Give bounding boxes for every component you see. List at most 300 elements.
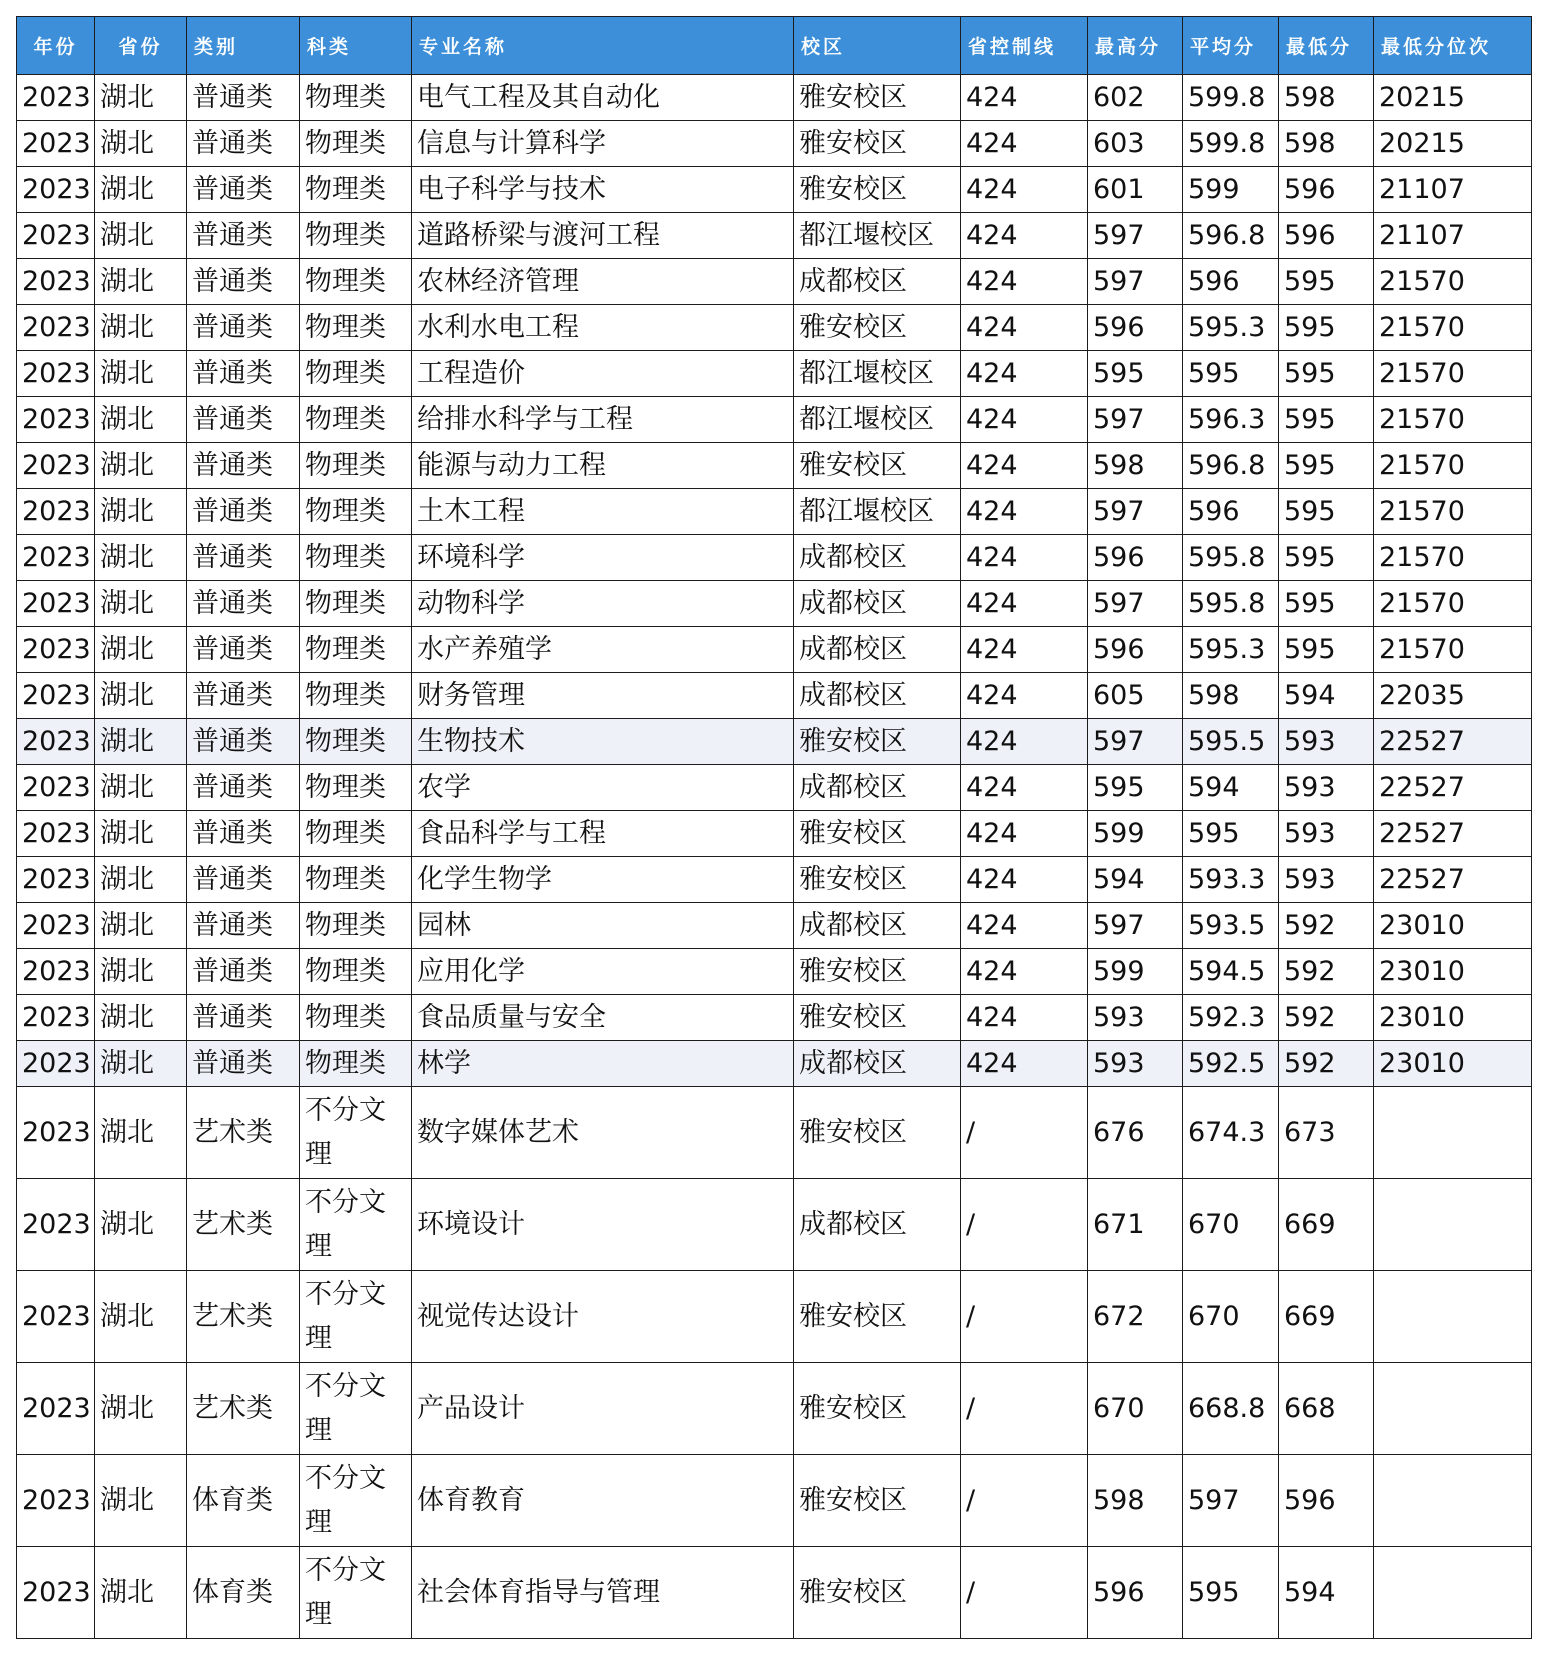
cell-year: 2023 xyxy=(17,397,95,443)
cell-avg-score: 670 xyxy=(1183,1271,1279,1363)
table-row xyxy=(17,903,1532,949)
cell-avg-score: 595.8 xyxy=(1183,581,1279,627)
cell-min-score: 595 xyxy=(1279,443,1374,489)
cell-year: 2023 xyxy=(17,811,95,857)
cell-category: 普通类 xyxy=(187,489,300,535)
cell-year: 2023 xyxy=(17,1363,95,1455)
cell-max-score: 671 xyxy=(1088,1179,1183,1271)
cell-category: 普通类 xyxy=(187,811,300,857)
cell-avg-score: 596.8 xyxy=(1183,443,1279,489)
cell-max-score: 599 xyxy=(1088,949,1183,995)
cell-year: 2023 xyxy=(17,351,95,397)
cell-min-score: 593 xyxy=(1279,811,1374,857)
cell-min-score: 595 xyxy=(1279,627,1374,673)
column-header-max-score: 最高分 xyxy=(1088,17,1183,75)
cell-min-rank xyxy=(1374,1363,1532,1455)
cell-major: 应用化学 xyxy=(412,949,794,995)
cell-avg-score: 596 xyxy=(1183,489,1279,535)
cell-campus: 雅安校区 xyxy=(794,121,961,167)
table-row xyxy=(17,857,1532,903)
cell-subject: 物理类 xyxy=(300,719,412,765)
cell-province: 湖北 xyxy=(95,305,187,351)
cell-campus: 成都校区 xyxy=(794,581,961,627)
cell-year: 2023 xyxy=(17,213,95,259)
cell-subject: 物理类 xyxy=(300,1041,412,1087)
cell-avg-score: 594.5 xyxy=(1183,949,1279,995)
table-row xyxy=(17,213,1532,259)
table-row xyxy=(17,765,1532,811)
cell-min-score: 592 xyxy=(1279,949,1374,995)
table-row xyxy=(17,1179,1532,1271)
cell-min-score: 592 xyxy=(1279,903,1374,949)
cell-min-score: 596 xyxy=(1279,213,1374,259)
cell-control-line: 424 xyxy=(961,673,1088,719)
cell-avg-score: 674.3 xyxy=(1183,1087,1279,1179)
cell-campus: 成都校区 xyxy=(794,673,961,719)
cell-year: 2023 xyxy=(17,1087,95,1179)
cell-min-score: 596 xyxy=(1279,167,1374,213)
cell-category: 普通类 xyxy=(187,121,300,167)
cell-campus: 雅安校区 xyxy=(794,443,961,489)
cell-avg-score: 595 xyxy=(1183,351,1279,397)
cell-campus: 雅安校区 xyxy=(794,1363,961,1455)
cell-avg-score: 592.5 xyxy=(1183,1041,1279,1087)
cell-control-line: 424 xyxy=(961,489,1088,535)
cell-subject: 物理类 xyxy=(300,489,412,535)
cell-min-score: 595 xyxy=(1279,397,1374,443)
cell-campus: 雅安校区 xyxy=(794,305,961,351)
cell-min-rank: 23010 xyxy=(1374,995,1532,1041)
cell-campus: 雅安校区 xyxy=(794,1271,961,1363)
cell-category: 普通类 xyxy=(187,765,300,811)
cell-avg-score: 595.3 xyxy=(1183,305,1279,351)
table-row xyxy=(17,1363,1532,1455)
header-row xyxy=(17,17,1532,75)
cell-province: 湖北 xyxy=(95,1179,187,1271)
cell-avg-score: 596 xyxy=(1183,259,1279,305)
cell-avg-score: 668.8 xyxy=(1183,1363,1279,1455)
cell-max-score: 596 xyxy=(1088,627,1183,673)
cell-year: 2023 xyxy=(17,719,95,765)
cell-max-score: 605 xyxy=(1088,673,1183,719)
table-row xyxy=(17,489,1532,535)
cell-major: 社会体育指导与管理 xyxy=(412,1547,794,1639)
cell-year: 2023 xyxy=(17,535,95,581)
cell-category: 艺术类 xyxy=(187,1363,300,1455)
cell-min-rank xyxy=(1374,1179,1532,1271)
cell-subject: 不分文理 xyxy=(300,1455,412,1547)
cell-subject: 不分文理 xyxy=(300,1087,412,1179)
cell-subject: 物理类 xyxy=(300,995,412,1041)
cell-max-score: 670 xyxy=(1088,1363,1183,1455)
table-row xyxy=(17,719,1532,765)
column-header-min-score: 最低分 xyxy=(1279,17,1374,75)
cell-avg-score: 593.5 xyxy=(1183,903,1279,949)
cell-max-score: 597 xyxy=(1088,489,1183,535)
cell-max-score: 596 xyxy=(1088,1547,1183,1639)
cell-major: 水利水电工程 xyxy=(412,305,794,351)
cell-campus: 雅安校区 xyxy=(794,811,961,857)
cell-control-line: 424 xyxy=(961,765,1088,811)
cell-min-score: 668 xyxy=(1279,1363,1374,1455)
table-body xyxy=(17,75,1532,1639)
cell-province: 湖北 xyxy=(95,167,187,213)
cell-max-score: 596 xyxy=(1088,535,1183,581)
cell-subject: 物理类 xyxy=(300,535,412,581)
cell-campus: 雅安校区 xyxy=(794,857,961,903)
cell-category: 普通类 xyxy=(187,75,300,121)
cell-min-rank: 21107 xyxy=(1374,213,1532,259)
cell-control-line: 424 xyxy=(961,857,1088,903)
cell-subject: 物理类 xyxy=(300,213,412,259)
cell-category: 普通类 xyxy=(187,995,300,1041)
cell-avg-score: 599.8 xyxy=(1183,75,1279,121)
cell-min-rank: 22527 xyxy=(1374,857,1532,903)
cell-category: 普通类 xyxy=(187,305,300,351)
cell-control-line: / xyxy=(961,1087,1088,1179)
cell-avg-score: 592.3 xyxy=(1183,995,1279,1041)
table-row xyxy=(17,627,1532,673)
cell-province: 湖北 xyxy=(95,535,187,581)
cell-province: 湖北 xyxy=(95,857,187,903)
cell-category: 普通类 xyxy=(187,213,300,259)
cell-subject: 不分文理 xyxy=(300,1547,412,1639)
cell-province: 湖北 xyxy=(95,673,187,719)
cell-category: 普通类 xyxy=(187,857,300,903)
cell-control-line: 424 xyxy=(961,995,1088,1041)
cell-province: 湖北 xyxy=(95,627,187,673)
cell-major: 给排水科学与工程 xyxy=(412,397,794,443)
cell-year: 2023 xyxy=(17,489,95,535)
cell-min-score: 673 xyxy=(1279,1087,1374,1179)
cell-province: 湖北 xyxy=(95,397,187,443)
cell-major: 视觉传达设计 xyxy=(412,1271,794,1363)
cell-control-line: 424 xyxy=(961,75,1088,121)
cell-min-rank: 22527 xyxy=(1374,765,1532,811)
cell-campus: 成都校区 xyxy=(794,1041,961,1087)
cell-min-rank: 23010 xyxy=(1374,903,1532,949)
cell-min-rank: 21570 xyxy=(1374,627,1532,673)
cell-min-rank: 21570 xyxy=(1374,581,1532,627)
table-row xyxy=(17,995,1532,1041)
cell-subject: 物理类 xyxy=(300,75,412,121)
cell-year: 2023 xyxy=(17,627,95,673)
cell-subject: 物理类 xyxy=(300,857,412,903)
cell-min-rank: 22527 xyxy=(1374,811,1532,857)
cell-year: 2023 xyxy=(17,167,95,213)
cell-subject: 不分文理 xyxy=(300,1179,412,1271)
cell-major: 工程造价 xyxy=(412,351,794,397)
cell-major: 环境设计 xyxy=(412,1179,794,1271)
cell-avg-score: 595.5 xyxy=(1183,719,1279,765)
cell-min-rank: 21570 xyxy=(1374,351,1532,397)
cell-category: 普通类 xyxy=(187,627,300,673)
cell-major: 园林 xyxy=(412,903,794,949)
cell-major: 能源与动力工程 xyxy=(412,443,794,489)
cell-subject: 物理类 xyxy=(300,673,412,719)
cell-year: 2023 xyxy=(17,903,95,949)
cell-category: 普通类 xyxy=(187,719,300,765)
cell-major: 生物技术 xyxy=(412,719,794,765)
cell-year: 2023 xyxy=(17,765,95,811)
cell-min-rank: 21570 xyxy=(1374,259,1532,305)
cell-campus: 雅安校区 xyxy=(794,1455,961,1547)
cell-min-rank xyxy=(1374,1547,1532,1639)
cell-max-score: 597 xyxy=(1088,213,1183,259)
table-row xyxy=(17,535,1532,581)
cell-max-score: 598 xyxy=(1088,443,1183,489)
cell-province: 湖北 xyxy=(95,1271,187,1363)
cell-avg-score: 596.3 xyxy=(1183,397,1279,443)
cell-min-rank xyxy=(1374,1455,1532,1547)
cell-province: 湖北 xyxy=(95,1455,187,1547)
cell-major: 食品质量与安全 xyxy=(412,995,794,1041)
cell-major: 动物科学 xyxy=(412,581,794,627)
cell-max-score: 672 xyxy=(1088,1271,1183,1363)
cell-year: 2023 xyxy=(17,1041,95,1087)
cell-control-line: / xyxy=(961,1455,1088,1547)
cell-control-line: 424 xyxy=(961,351,1088,397)
cell-campus: 雅安校区 xyxy=(794,1087,961,1179)
cell-max-score: 597 xyxy=(1088,903,1183,949)
cell-control-line: 424 xyxy=(961,305,1088,351)
cell-min-score: 598 xyxy=(1279,75,1374,121)
cell-min-score: 595 xyxy=(1279,351,1374,397)
cell-year: 2023 xyxy=(17,581,95,627)
cell-control-line: / xyxy=(961,1271,1088,1363)
cell-major: 水产养殖学 xyxy=(412,627,794,673)
cell-min-score: 594 xyxy=(1279,673,1374,719)
cell-avg-score: 595 xyxy=(1183,811,1279,857)
cell-major: 食品科学与工程 xyxy=(412,811,794,857)
cell-subject: 物理类 xyxy=(300,397,412,443)
cell-min-score: 595 xyxy=(1279,259,1374,305)
cell-category: 普通类 xyxy=(187,903,300,949)
cell-subject: 物理类 xyxy=(300,121,412,167)
cell-subject: 物理类 xyxy=(300,765,412,811)
cell-min-score: 595 xyxy=(1279,489,1374,535)
cell-min-score: 594 xyxy=(1279,1547,1374,1639)
cell-subject: 物理类 xyxy=(300,259,412,305)
cell-year: 2023 xyxy=(17,443,95,489)
cell-min-score: 595 xyxy=(1279,535,1374,581)
cell-category: 普通类 xyxy=(187,259,300,305)
cell-category: 普通类 xyxy=(187,673,300,719)
cell-major: 化学生物学 xyxy=(412,857,794,903)
cell-province: 湖北 xyxy=(95,903,187,949)
column-header-subject: 科类 xyxy=(300,17,412,75)
column-header-avg-score: 平均分 xyxy=(1183,17,1279,75)
cell-province: 湖北 xyxy=(95,351,187,397)
admission-score-table xyxy=(16,16,1532,1639)
cell-year: 2023 xyxy=(17,949,95,995)
cell-avg-score: 595.3 xyxy=(1183,627,1279,673)
cell-province: 湖北 xyxy=(95,995,187,1041)
cell-avg-score: 599 xyxy=(1183,167,1279,213)
cell-province: 湖北 xyxy=(95,1087,187,1179)
cell-min-rank: 22527 xyxy=(1374,719,1532,765)
table-row xyxy=(17,75,1532,121)
cell-min-rank xyxy=(1374,1087,1532,1179)
cell-subject: 物理类 xyxy=(300,443,412,489)
cell-min-score: 669 xyxy=(1279,1271,1374,1363)
cell-max-score: 598 xyxy=(1088,1455,1183,1547)
cell-min-score: 595 xyxy=(1279,581,1374,627)
cell-control-line: 424 xyxy=(961,121,1088,167)
column-header-campus: 校区 xyxy=(794,17,961,75)
column-header-major: 专业名称 xyxy=(412,17,794,75)
cell-min-rank: 21570 xyxy=(1374,489,1532,535)
cell-year: 2023 xyxy=(17,259,95,305)
cell-category: 普通类 xyxy=(187,1041,300,1087)
cell-subject: 物理类 xyxy=(300,305,412,351)
table-row xyxy=(17,1455,1532,1547)
cell-province: 湖北 xyxy=(95,1041,187,1087)
cell-subject: 物理类 xyxy=(300,581,412,627)
cell-campus: 雅安校区 xyxy=(794,75,961,121)
cell-campus: 都江堰校区 xyxy=(794,397,961,443)
cell-campus: 都江堰校区 xyxy=(794,351,961,397)
cell-campus: 成都校区 xyxy=(794,259,961,305)
cell-year: 2023 xyxy=(17,857,95,903)
cell-year: 2023 xyxy=(17,75,95,121)
cell-max-score: 596 xyxy=(1088,305,1183,351)
column-header-category: 类别 xyxy=(187,17,300,75)
cell-category: 普通类 xyxy=(187,167,300,213)
cell-province: 湖北 xyxy=(95,489,187,535)
cell-control-line: 424 xyxy=(961,811,1088,857)
cell-category: 艺术类 xyxy=(187,1087,300,1179)
cell-province: 湖北 xyxy=(95,719,187,765)
cell-year: 2023 xyxy=(17,1179,95,1271)
cell-avg-score: 595 xyxy=(1183,1547,1279,1639)
cell-min-rank: 21570 xyxy=(1374,443,1532,489)
cell-max-score: 602 xyxy=(1088,75,1183,121)
cell-control-line: 424 xyxy=(961,719,1088,765)
table-row xyxy=(17,1087,1532,1179)
cell-control-line: 424 xyxy=(961,1041,1088,1087)
cell-province: 湖北 xyxy=(95,75,187,121)
cell-min-score: 598 xyxy=(1279,121,1374,167)
cell-major: 林学 xyxy=(412,1041,794,1087)
cell-max-score: 595 xyxy=(1088,351,1183,397)
cell-campus: 雅安校区 xyxy=(794,949,961,995)
table-row xyxy=(17,121,1532,167)
cell-major: 财务管理 xyxy=(412,673,794,719)
cell-province: 湖北 xyxy=(95,1547,187,1639)
cell-control-line: 424 xyxy=(961,213,1088,259)
cell-max-score: 601 xyxy=(1088,167,1183,213)
cell-min-rank: 20215 xyxy=(1374,121,1532,167)
cell-control-line: 424 xyxy=(961,167,1088,213)
cell-max-score: 594 xyxy=(1088,857,1183,903)
cell-avg-score: 598 xyxy=(1183,673,1279,719)
cell-min-rank: 21570 xyxy=(1374,397,1532,443)
cell-campus: 成都校区 xyxy=(794,535,961,581)
cell-category: 普通类 xyxy=(187,949,300,995)
cell-year: 2023 xyxy=(17,673,95,719)
cell-campus: 都江堰校区 xyxy=(794,213,961,259)
table-row xyxy=(17,949,1532,995)
cell-avg-score: 597 xyxy=(1183,1455,1279,1547)
table-row xyxy=(17,811,1532,857)
cell-year: 2023 xyxy=(17,305,95,351)
cell-province: 湖北 xyxy=(95,443,187,489)
cell-min-score: 669 xyxy=(1279,1179,1374,1271)
cell-category: 体育类 xyxy=(187,1455,300,1547)
cell-major: 道路桥梁与渡河工程 xyxy=(412,213,794,259)
cell-year: 2023 xyxy=(17,121,95,167)
cell-max-score: 595 xyxy=(1088,765,1183,811)
cell-min-rank: 21570 xyxy=(1374,305,1532,351)
cell-min-score: 596 xyxy=(1279,1455,1374,1547)
cell-control-line: 424 xyxy=(961,397,1088,443)
cell-campus: 成都校区 xyxy=(794,903,961,949)
cell-min-rank: 21107 xyxy=(1374,167,1532,213)
cell-province: 湖北 xyxy=(95,811,187,857)
cell-campus: 雅安校区 xyxy=(794,1547,961,1639)
cell-max-score: 597 xyxy=(1088,719,1183,765)
cell-major: 电气工程及其自动化 xyxy=(412,75,794,121)
cell-subject: 物理类 xyxy=(300,811,412,857)
cell-major: 农林经济管理 xyxy=(412,259,794,305)
cell-control-line: 424 xyxy=(961,535,1088,581)
cell-subject: 不分文理 xyxy=(300,1271,412,1363)
table-row xyxy=(17,581,1532,627)
cell-min-score: 593 xyxy=(1279,857,1374,903)
table-row xyxy=(17,351,1532,397)
cell-campus: 成都校区 xyxy=(794,765,961,811)
cell-province: 湖北 xyxy=(95,1363,187,1455)
cell-min-score: 593 xyxy=(1279,719,1374,765)
cell-avg-score: 594 xyxy=(1183,765,1279,811)
cell-max-score: 599 xyxy=(1088,811,1183,857)
cell-min-rank: 21570 xyxy=(1374,535,1532,581)
cell-min-rank: 23010 xyxy=(1374,1041,1532,1087)
cell-control-line: 424 xyxy=(961,443,1088,489)
cell-avg-score: 599.8 xyxy=(1183,121,1279,167)
cell-avg-score: 670 xyxy=(1183,1179,1279,1271)
cell-major: 信息与计算科学 xyxy=(412,121,794,167)
cell-control-line: / xyxy=(961,1179,1088,1271)
cell-max-score: 597 xyxy=(1088,397,1183,443)
cell-min-score: 593 xyxy=(1279,765,1374,811)
cell-subject: 物理类 xyxy=(300,903,412,949)
cell-control-line: 424 xyxy=(961,627,1088,673)
cell-min-rank: 23010 xyxy=(1374,949,1532,995)
cell-min-rank xyxy=(1374,1271,1532,1363)
cell-avg-score: 595.8 xyxy=(1183,535,1279,581)
cell-province: 湖北 xyxy=(95,213,187,259)
cell-category: 普通类 xyxy=(187,351,300,397)
table-header xyxy=(17,17,1532,75)
cell-year: 2023 xyxy=(17,995,95,1041)
column-header-control-line: 省控制线 xyxy=(961,17,1088,75)
cell-max-score: 597 xyxy=(1088,259,1183,305)
cell-campus: 成都校区 xyxy=(794,1179,961,1271)
cell-major: 体育教育 xyxy=(412,1455,794,1547)
cell-min-rank: 20215 xyxy=(1374,75,1532,121)
cell-control-line: / xyxy=(961,1363,1088,1455)
cell-avg-score: 593.3 xyxy=(1183,857,1279,903)
cell-min-score: 595 xyxy=(1279,305,1374,351)
cell-max-score: 593 xyxy=(1088,1041,1183,1087)
column-header-min-rank: 最低分位次 xyxy=(1374,17,1532,75)
cell-major: 土木工程 xyxy=(412,489,794,535)
cell-min-score: 592 xyxy=(1279,1041,1374,1087)
cell-max-score: 597 xyxy=(1088,581,1183,627)
table-row xyxy=(17,443,1532,489)
